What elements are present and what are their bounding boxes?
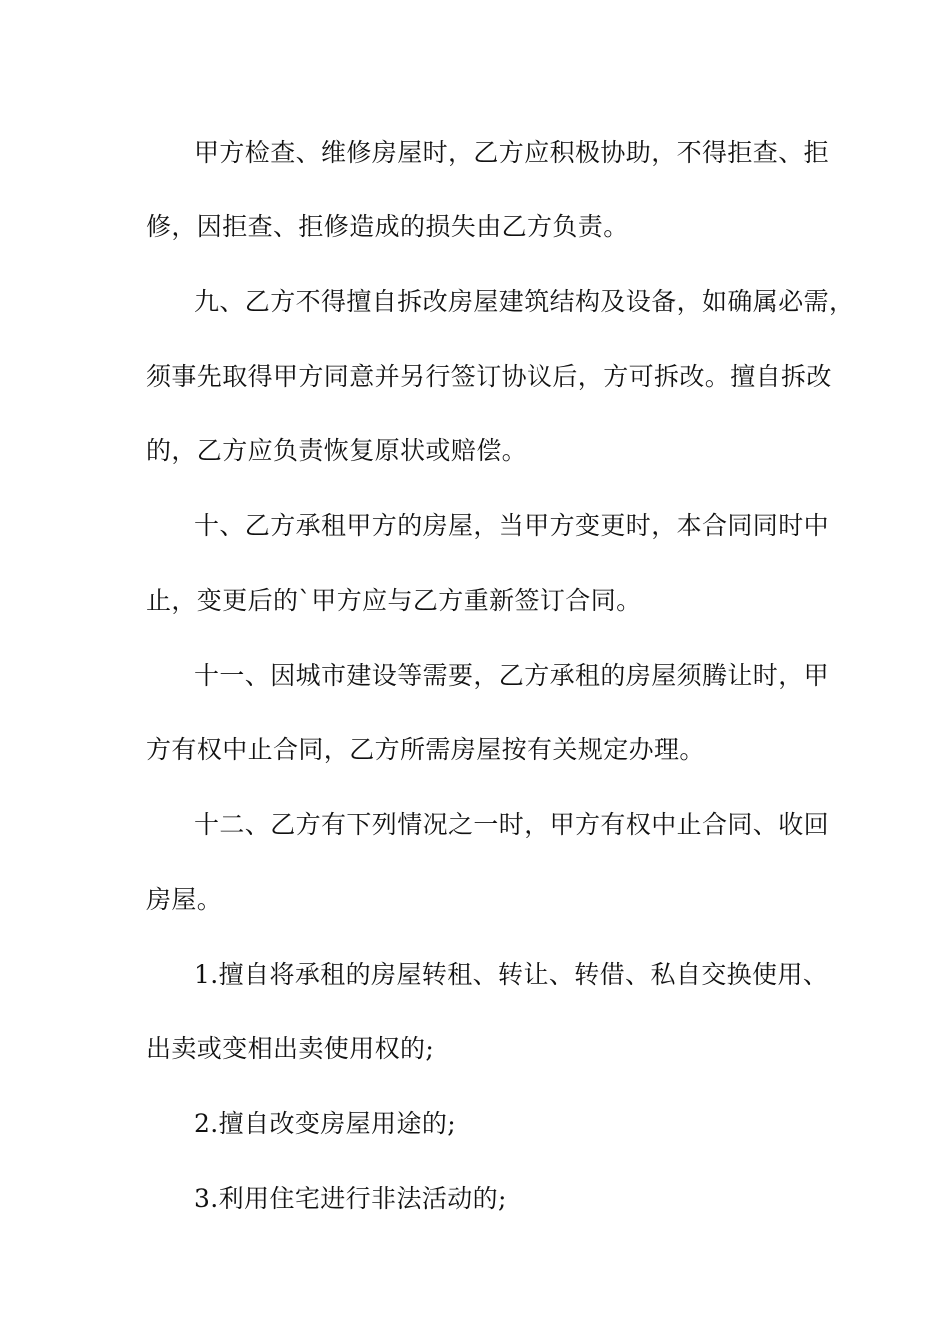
list-item-line: 2.擅自改变房屋用途的; xyxy=(194,1109,457,1138)
paragraph-line: 十、乙方承租甲方的房屋，当甲方变更时，本合同同时中 xyxy=(194,511,830,540)
paragraph-line: 甲方检查、维修房屋时，乙方应积极协助，不得拒查、拒 xyxy=(194,138,830,167)
paragraph-line: 止，变更后的`甲方应与乙方重新签订合同。 xyxy=(146,586,642,615)
paragraph-line: 方有权中止合同，乙方所需房屋按有关规定办理。 xyxy=(146,735,705,764)
list-item-line: 1.擅自将承租的房屋转租、转让、转借、私自交换使用、 xyxy=(194,960,829,989)
paragraph-line: 的，乙方应负责恢复原状或赔偿。 xyxy=(146,436,528,465)
paragraph-line: 十一、因城市建设等需要，乙方承租的房屋须腾让时，甲 xyxy=(194,661,830,690)
paragraph-line: 须事先取得甲方同意并另行签订协议后，方可拆改。擅自拆改 xyxy=(146,362,832,391)
paragraph-line: 九、乙方不得擅自拆改房屋建筑结构及设备，如确属必需， xyxy=(194,287,855,316)
list-item-line: 3.利用住宅进行非法活动的; xyxy=(194,1184,507,1213)
list-item-line: 出卖或变相出卖使用权的; xyxy=(146,1034,435,1063)
paragraph-line: 房屋。 xyxy=(146,885,223,914)
paragraph-line: 修，因拒查、拒修造成的损失由乙方负责。 xyxy=(146,212,629,241)
paragraph-line: 十二、乙方有下列情况之一时，甲方有权中止合同、收回 xyxy=(194,810,830,839)
